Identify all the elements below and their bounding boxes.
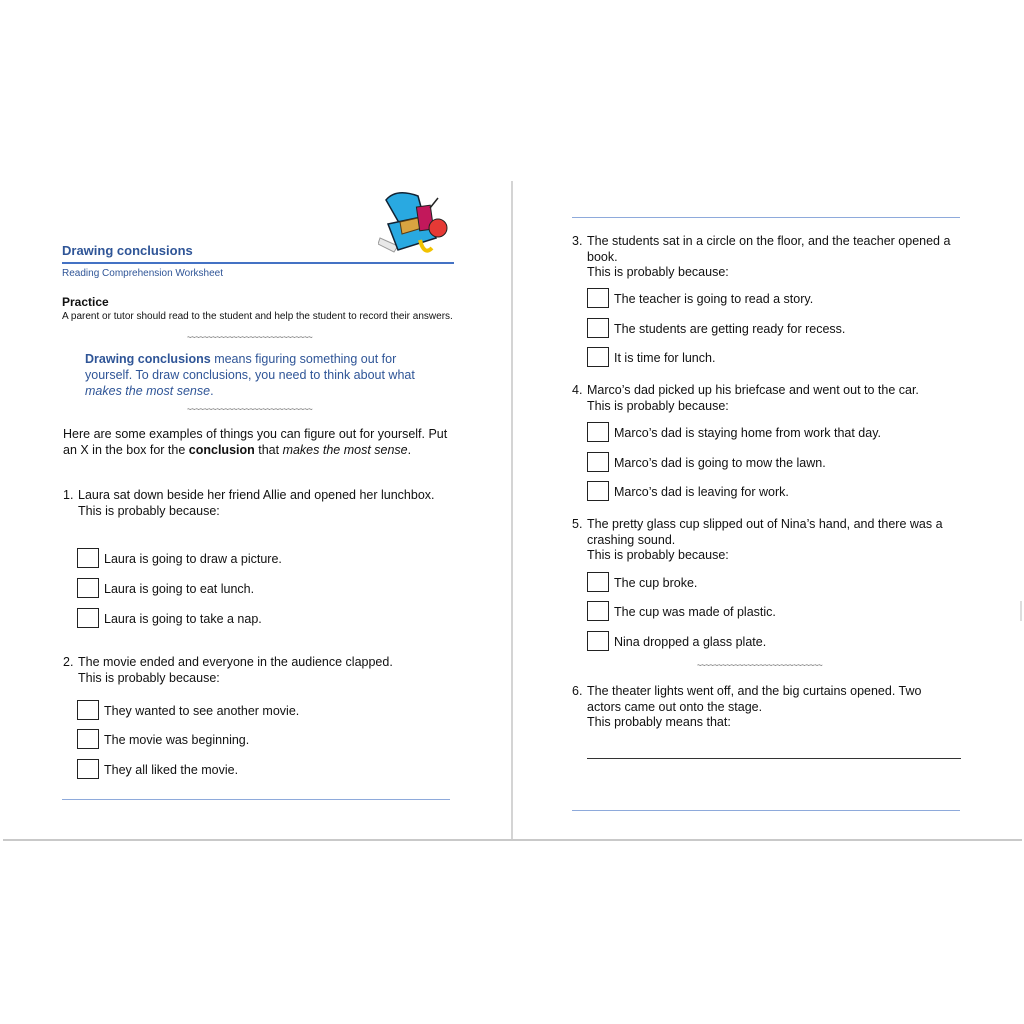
answer-label: The cup was made of plastic. (614, 605, 776, 619)
answer-checkbox[interactable] (77, 608, 99, 628)
question-text: Marco’s dad picked up his briefcase and went out to the car. (587, 383, 919, 397)
answer-checkbox[interactable] (587, 288, 609, 308)
answer-checkbox[interactable] (587, 452, 609, 472)
question-prompt: This is probably because: (78, 503, 220, 518)
answer-label: Laura is going to draw a picture. (104, 552, 282, 566)
answer-checkbox[interactable] (77, 759, 99, 779)
question-prompt: This probably means that: (587, 715, 731, 729)
intro-bold: conclusion (188, 442, 255, 457)
answer-label: The movie was beginning. (104, 733, 250, 747)
question-2 (63, 655, 453, 686)
answer-checkbox[interactable] (587, 318, 609, 338)
definition-emphasis: makes the most sense (85, 384, 211, 398)
intro-body: Here are some examples of things you can figure out for yourself. Put an X in the box for the (63, 427, 448, 457)
question-prompt: This is probably because: (587, 265, 729, 279)
page-divider (511, 181, 513, 839)
page-subtitle: Reading Comprehension Worksheet (62, 268, 224, 279)
answer-label: The cup broke. (614, 576, 698, 590)
separator: ~~~~~~~~~~~~~~~~~~~~~~~~~~~~~~ (697, 661, 823, 670)
answer-label: Marco’s dad is leaving for work. (614, 485, 789, 499)
question-3 (572, 234, 952, 281)
separator: ~~~~~~~~~~~~~~~~~~~~~~~~~~~~~~ (187, 333, 313, 342)
answer-line[interactable] (587, 758, 961, 759)
question-text: The pretty glass cup slipped out of Nina’s hand, and there was a crashing sound. (587, 517, 943, 547)
separator: ~~~~~~~~~~~~~~~~~~~~~~~~~~~~~~ (187, 405, 313, 414)
question-number: 6. (572, 684, 583, 698)
answer-checkbox[interactable] (587, 631, 609, 651)
answer-label: Marco’s dad is going to mow the lawn. (614, 456, 826, 470)
question-4 (572, 383, 952, 414)
definition-text (85, 351, 415, 399)
page-title: Drawing conclusions (62, 243, 193, 258)
answer-label: Nina dropped a glass plate. (614, 635, 767, 649)
question-number: 1. (63, 488, 74, 502)
practice-description: A parent or tutor should read to the student and help the student to record their answers. (62, 311, 453, 322)
answer-checkbox[interactable] (587, 601, 609, 621)
answer-checkbox[interactable] (77, 700, 99, 720)
question-prompt: This is probably because: (587, 548, 729, 562)
question-number: 3. (572, 234, 583, 248)
question-text: The movie ended and everyone in the audience clapped. (78, 655, 393, 669)
question-6 (572, 684, 957, 731)
question-number: 5. (572, 517, 583, 531)
question-prompt: This is probably because: (78, 670, 220, 685)
intro-emphasis: makes the most sense (282, 442, 408, 457)
intro-end: . (407, 442, 412, 457)
question-number: 2. (63, 655, 74, 669)
answer-label: Laura is going to take a nap. (104, 612, 262, 626)
lunchbox-icon (378, 188, 454, 262)
header-rule (572, 217, 960, 218)
question-text: The students sat in a circle on the floor, and the teacher opened a book. (587, 234, 951, 264)
answer-checkbox[interactable] (587, 572, 609, 592)
footer-rule (62, 799, 450, 800)
answer-checkbox[interactable] (587, 481, 609, 501)
footer-rule (572, 810, 960, 811)
answer-label: Marco’s dad is staying home from work that day. (614, 426, 882, 440)
intro-text (63, 427, 463, 458)
answer-label: Laura is going to eat lunch. (104, 582, 255, 596)
title-rule (62, 262, 454, 264)
definition-end: . (210, 384, 214, 398)
question-number: 4. (572, 383, 583, 397)
question-text: The theater lights went off, and the big curtains opened. Two actors came out onto the stage. (587, 684, 922, 714)
answer-checkbox[interactable] (587, 422, 609, 442)
answer-checkbox[interactable] (77, 548, 99, 568)
answer-checkbox[interactable] (77, 729, 99, 749)
question-text: Laura sat down beside her friend Allie and opened her lunchbox. (78, 488, 435, 502)
question-1 (63, 488, 453, 519)
answer-checkbox[interactable] (77, 578, 99, 598)
answer-label: It is time for lunch. (614, 351, 716, 365)
answer-label: The teacher is going to read a story. (614, 292, 814, 306)
answer-label: They all liked the movie. (104, 763, 239, 777)
definition-term: Drawing conclusions (85, 352, 211, 366)
scroll-edge (1020, 601, 1022, 621)
practice-heading: Practice (62, 295, 109, 309)
answer-label: The students are getting ready for recess. (614, 322, 846, 336)
answer-checkbox[interactable] (587, 347, 609, 367)
question-prompt: This is probably because: (587, 398, 729, 413)
question-5 (572, 517, 962, 564)
intro-mid: that (254, 442, 283, 457)
answer-label: They wanted to see another movie. (104, 704, 300, 718)
definition-body: means figuring something out for yourself. To draw conclusions, you need to think about what (85, 352, 415, 382)
